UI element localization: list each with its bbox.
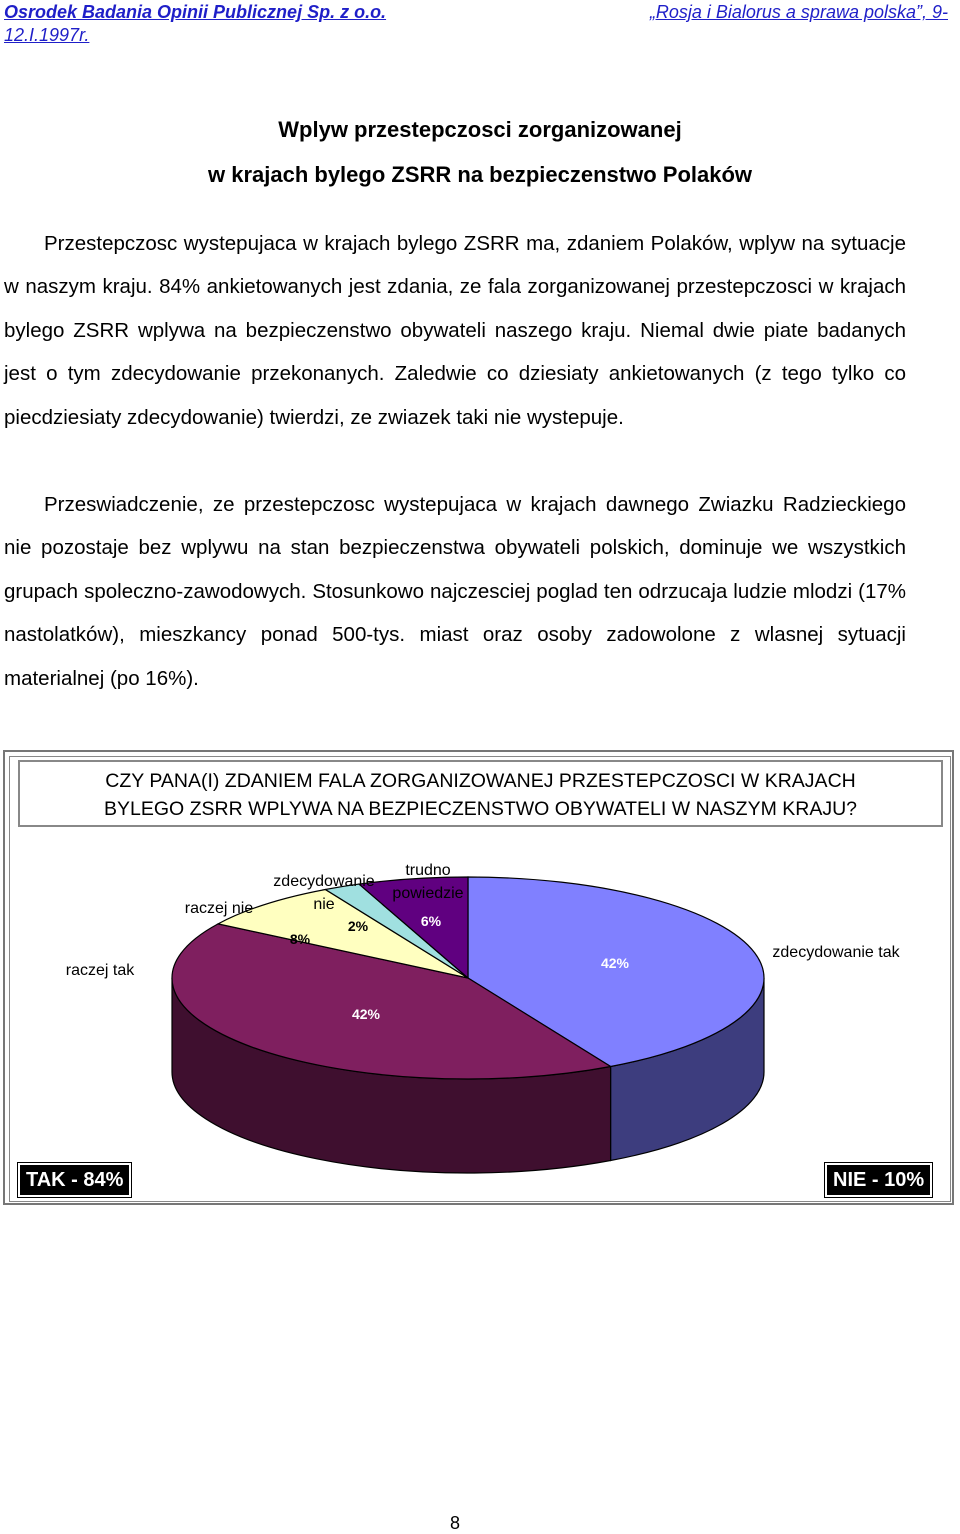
chart-question-line2: BYLEGO ZSRR WPLYWA NA BEZPIECZENSTWO OBYWATELI W NASZYM KRAJU? bbox=[103, 798, 858, 820]
pie-category-label-trudno-powiedzie: trudno powiedzie bbox=[392, 862, 464, 902]
summary-yes-badge: TAK - 84% bbox=[18, 1163, 131, 1197]
summary-no-badge: NIE - 10% bbox=[825, 1163, 932, 1197]
chart-question-line1: CZY PANA(I) ZDANIEM FALA ZORGANIZOWANEJ PRZESTEPCZOSCI W KRAJACH bbox=[105, 770, 856, 792]
header-date: 12.I.1997r. bbox=[4, 25, 90, 45]
pie-category-label-zdecydowanie-tak: zdecydowanie tak bbox=[772, 944, 900, 961]
pie-value-label-raczej-tak: 42% bbox=[351, 1006, 381, 1022]
header-report-title: „Rosja i Bialorus a sprawa polska”, 9- bbox=[649, 2, 948, 22]
header-institution: Osrodek Badania Opinii Publicznej Sp. z o.o. bbox=[4, 2, 387, 22]
pie-value-label-raczej-nie: 8% bbox=[289, 931, 311, 947]
paragraph-2: Przeswiadczenie, ze przestepczosc wystepujaca w krajach dawnego Zwiazku Radzieckiego nie pozostaje bez wplywu na stan bezpieczenstwa obywateli polskich, dominuje we wszystkich grupach spoleczno-zawodowych. Stosunkowo najczesciej poglad ten odrzucaja ludzie mlodzi (17% nastolatków), mieszkancy ponad 500-tys. miast oraz osoby zadowolone z wlasnej sytuacji materialnej (po 16%). bbox=[4, 493, 906, 690]
pie-value-label-zdecydowanie-tak: 42% bbox=[600, 955, 630, 971]
section-title-line2: w krajach bylego ZSRR na bezpieczenstwo Polaków bbox=[207, 162, 753, 187]
section-title-line1: Wplyw przestepczosci zorganizowanej bbox=[278, 117, 682, 142]
pie-value-label-zdecydowanie-nie: 2% bbox=[347, 918, 369, 934]
page-number: 8 bbox=[449, 1513, 460, 1533]
pie-category-label-raczej-nie: raczej nie bbox=[184, 900, 254, 917]
pie-category-label-raczej-tak: raczej tak bbox=[65, 962, 135, 979]
pie-category-label-zdecydowanie-nie: zdecydowanie nie bbox=[273, 873, 375, 913]
pie-value-label-trudno-powiedzie: 6% bbox=[420, 913, 442, 929]
paragraph-1: Przestepczosc wystepujaca w krajach bylego ZSRR ma, zdaniem Polaków, wplyw na sytuacje w naszym kraju. 84% ankietowanych jest zdania, ze fala zorganizowanej przestepczosci w krajach bylego ZSRR wplywa na bezpieczenstwo obywateli naszego kraju. Niemal dwie piate badanych jest o tym zdecydowanie przekonanych. Zaledwie co dziesiaty ankietowanych (z tego tylko co piecdziesiaty zdecydowanie) twierdzi, ze zwiazek taki nie wystepuje. bbox=[4, 232, 906, 429]
